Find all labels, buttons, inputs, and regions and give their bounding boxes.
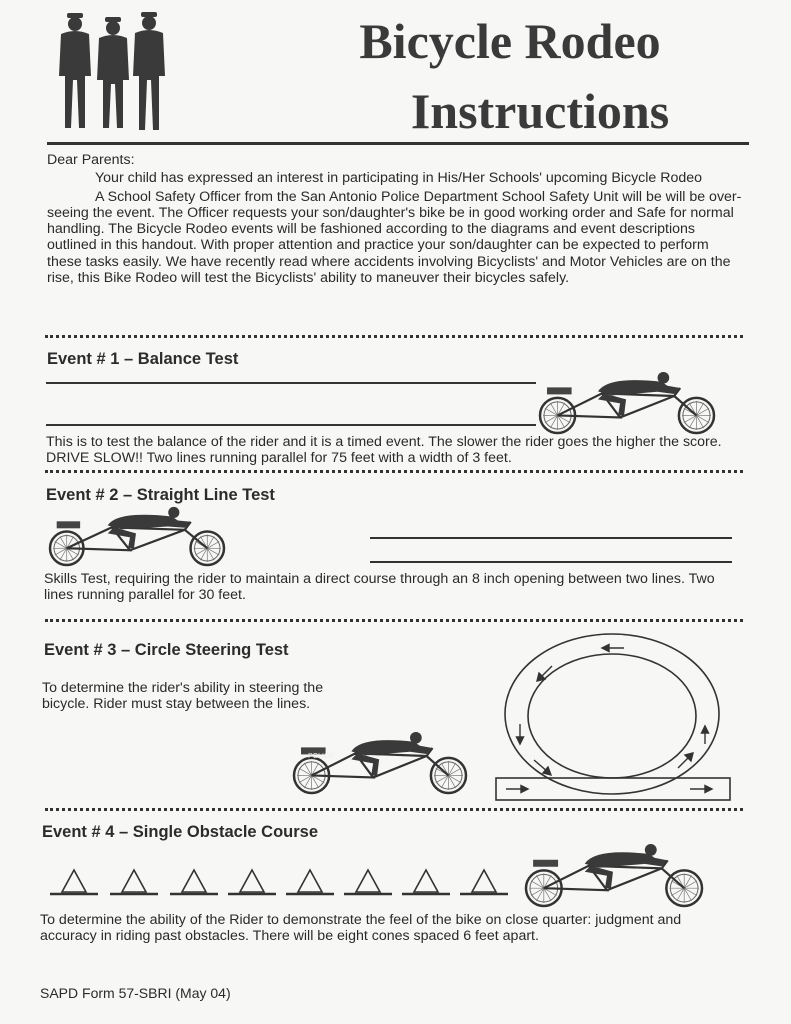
cones-row: [48, 866, 528, 898]
cone-icon: [170, 870, 218, 894]
cone-icon: [460, 870, 508, 894]
section-divider: [45, 470, 743, 473]
event-3-description: To determine the rider's ability in steering the bicycle. Rider must stay between the lines.: [42, 680, 324, 713]
header-rule: [47, 142, 749, 145]
event-2-heading: Event # 2 – Straight Line Test: [46, 486, 275, 504]
title-line-1: Bicycle Rodeo: [359, 13, 661, 69]
event-1-description: This is to test the balance of the rider and it is a timed event. The slower the rider goes the higher the score. DRIVE SLOW!! Two lines running parallel for 75 feet with a width of 3 feet.: [46, 434, 722, 467]
event-1-lane-line-bottom: [46, 424, 536, 426]
event-2-description: Skills Test, requiring the rider to maintain a direct course through an 8 inch opening between two lines. Two lines running parallel for 30 feet.: [44, 571, 715, 604]
event-1-lane-line-top: [46, 382, 536, 384]
section-divider: [45, 619, 743, 622]
cone-icon: [50, 870, 98, 894]
event-1-rider-bicycle-image: [536, 370, 718, 435]
event-2-line-bottom: [370, 561, 732, 563]
event-4-heading: Event # 4 – Single Obstacle Course: [42, 823, 319, 841]
cone-icon: [110, 870, 158, 894]
event-3-heading: Event # 3 – Circle Steering Test: [44, 641, 289, 659]
event-2-rider-bicycle-image: [46, 505, 228, 567]
event-2-line-top: [370, 537, 732, 539]
cone-icon: [402, 870, 450, 894]
letter-paragraph-2: A School Safety Officer from the San Antonio Police Department School Safety Unit will be will be over-seeing the event. The Officer requests your son/daughter's bike be in good working order and Safe for normal handling. The Bicycle Rodeo events will be fashioned according to the diagrams and event descriptions outlined in this handout. With proper attention and practice your son/daughter can be expected to perform these tasks easily. We have recently read where accidents involving Bicyclists' and Motor Vehicles are on the rise, this Bike Rodeo will test the Bicyclists' ability to maneuver their bicycles safely.: [47, 188, 742, 287]
cone-icon: [344, 870, 392, 894]
cone-icon: [228, 870, 276, 894]
circle-course-diagram: [494, 632, 726, 804]
letter: [47, 152, 747, 286]
officers-silhouette-image: [55, 10, 175, 135]
police-label: POLICE: [308, 753, 334, 760]
letter-paragraph-1: Your child has expressed an interest in participating in His/Her Schools' upcoming Bicycle Rodeo: [95, 170, 703, 187]
salutation: Dear Parents:: [47, 152, 135, 168]
cone-icon: [286, 870, 334, 894]
event-3-police-bicycle-image: [290, 730, 470, 795]
section-divider: [45, 808, 743, 811]
title-line-2: Instructions: [410, 83, 670, 139]
form-number: SAPD Form 57-SBRI (May 04): [40, 985, 231, 1001]
section-divider: [45, 335, 743, 338]
event-4-description: To determine the ability of the Rider to demonstrate the feel of the bike on close quarter: judgment and accuracy in riding past obstacles. There will be eight cones spaced 6 feet apart.: [40, 912, 682, 945]
event-4-rider-bicycle-image: [522, 842, 706, 908]
event-1-heading: Event # 1 – Balance Test: [47, 350, 239, 368]
